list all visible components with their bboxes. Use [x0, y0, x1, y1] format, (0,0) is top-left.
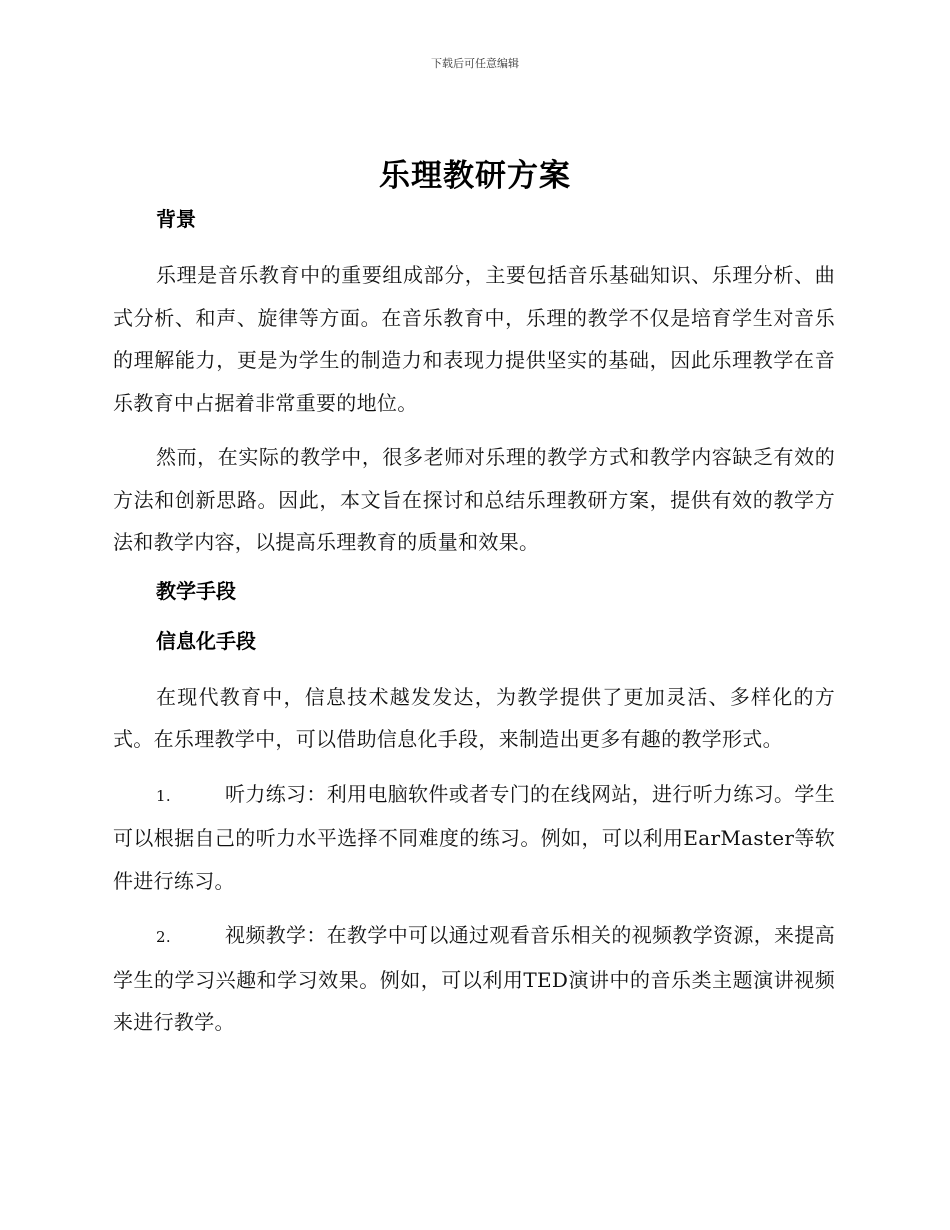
document-body — [113, 200, 835, 1056]
paragraph-background-1: 乐理是音乐教育中的重要组成部分，主要包括音乐基础知识、乐理分析、曲式分析、和声、旋律等方面。在音乐教育中，乐理的教学不仅是培育学生对音乐的理解能力，更是为学生的制造力和表现力提供坚实的基础，因此乐理教学在音乐教育中占据着非常重要的地位。 — [113, 263, 835, 415]
paragraph-background-2: 然而，在实际的教学中，很多老师对乐理的教学方式和教学内容缺乏有效的方法和创新思路。因此，本文旨在探讨和总结乐理教研方案，提供有效的教学方法和教学内容，以提高乐理教育的质量和效果。 — [113, 445, 835, 554]
subsection-heading-info: 信息化手段 — [156, 628, 256, 653]
list-item-number: 1. — [156, 786, 171, 805]
section-heading-background: 背景 — [156, 207, 196, 231]
section-heading-methods: 教学手段 — [156, 578, 236, 603]
header-note: 下载后可任意编辑 — [431, 57, 519, 70]
document-title: 乐理教研方案 — [379, 158, 571, 194]
paragraph-info-1: 在现代教育中，信息技术越发发达，为教学提供了更加灵活、多样化的方式。在乐理教学中，可以借助信息化手段，来制造出更多有趣的教学形式。 — [113, 684, 835, 751]
list-item — [113, 773, 835, 903]
list-item-number: 2. — [156, 928, 171, 946]
list-item-text: 视频教学：在教学中可以通过观看音乐相关的视频教学资源，来提高学生的学习兴趣和学习效果。例如，可以利用TED演讲中的音乐类主题演讲视频来进行教学。 — [113, 923, 835, 1034]
list-item-text: 听力练习：利用电脑软件或者专门的在线网站，进行听力练习。学生可以根据自己的听力水平选择不同难度的练习。例如，可以利用EarMaster等软件进行练习。 — [113, 781, 835, 893]
list-item — [113, 914, 835, 1044]
